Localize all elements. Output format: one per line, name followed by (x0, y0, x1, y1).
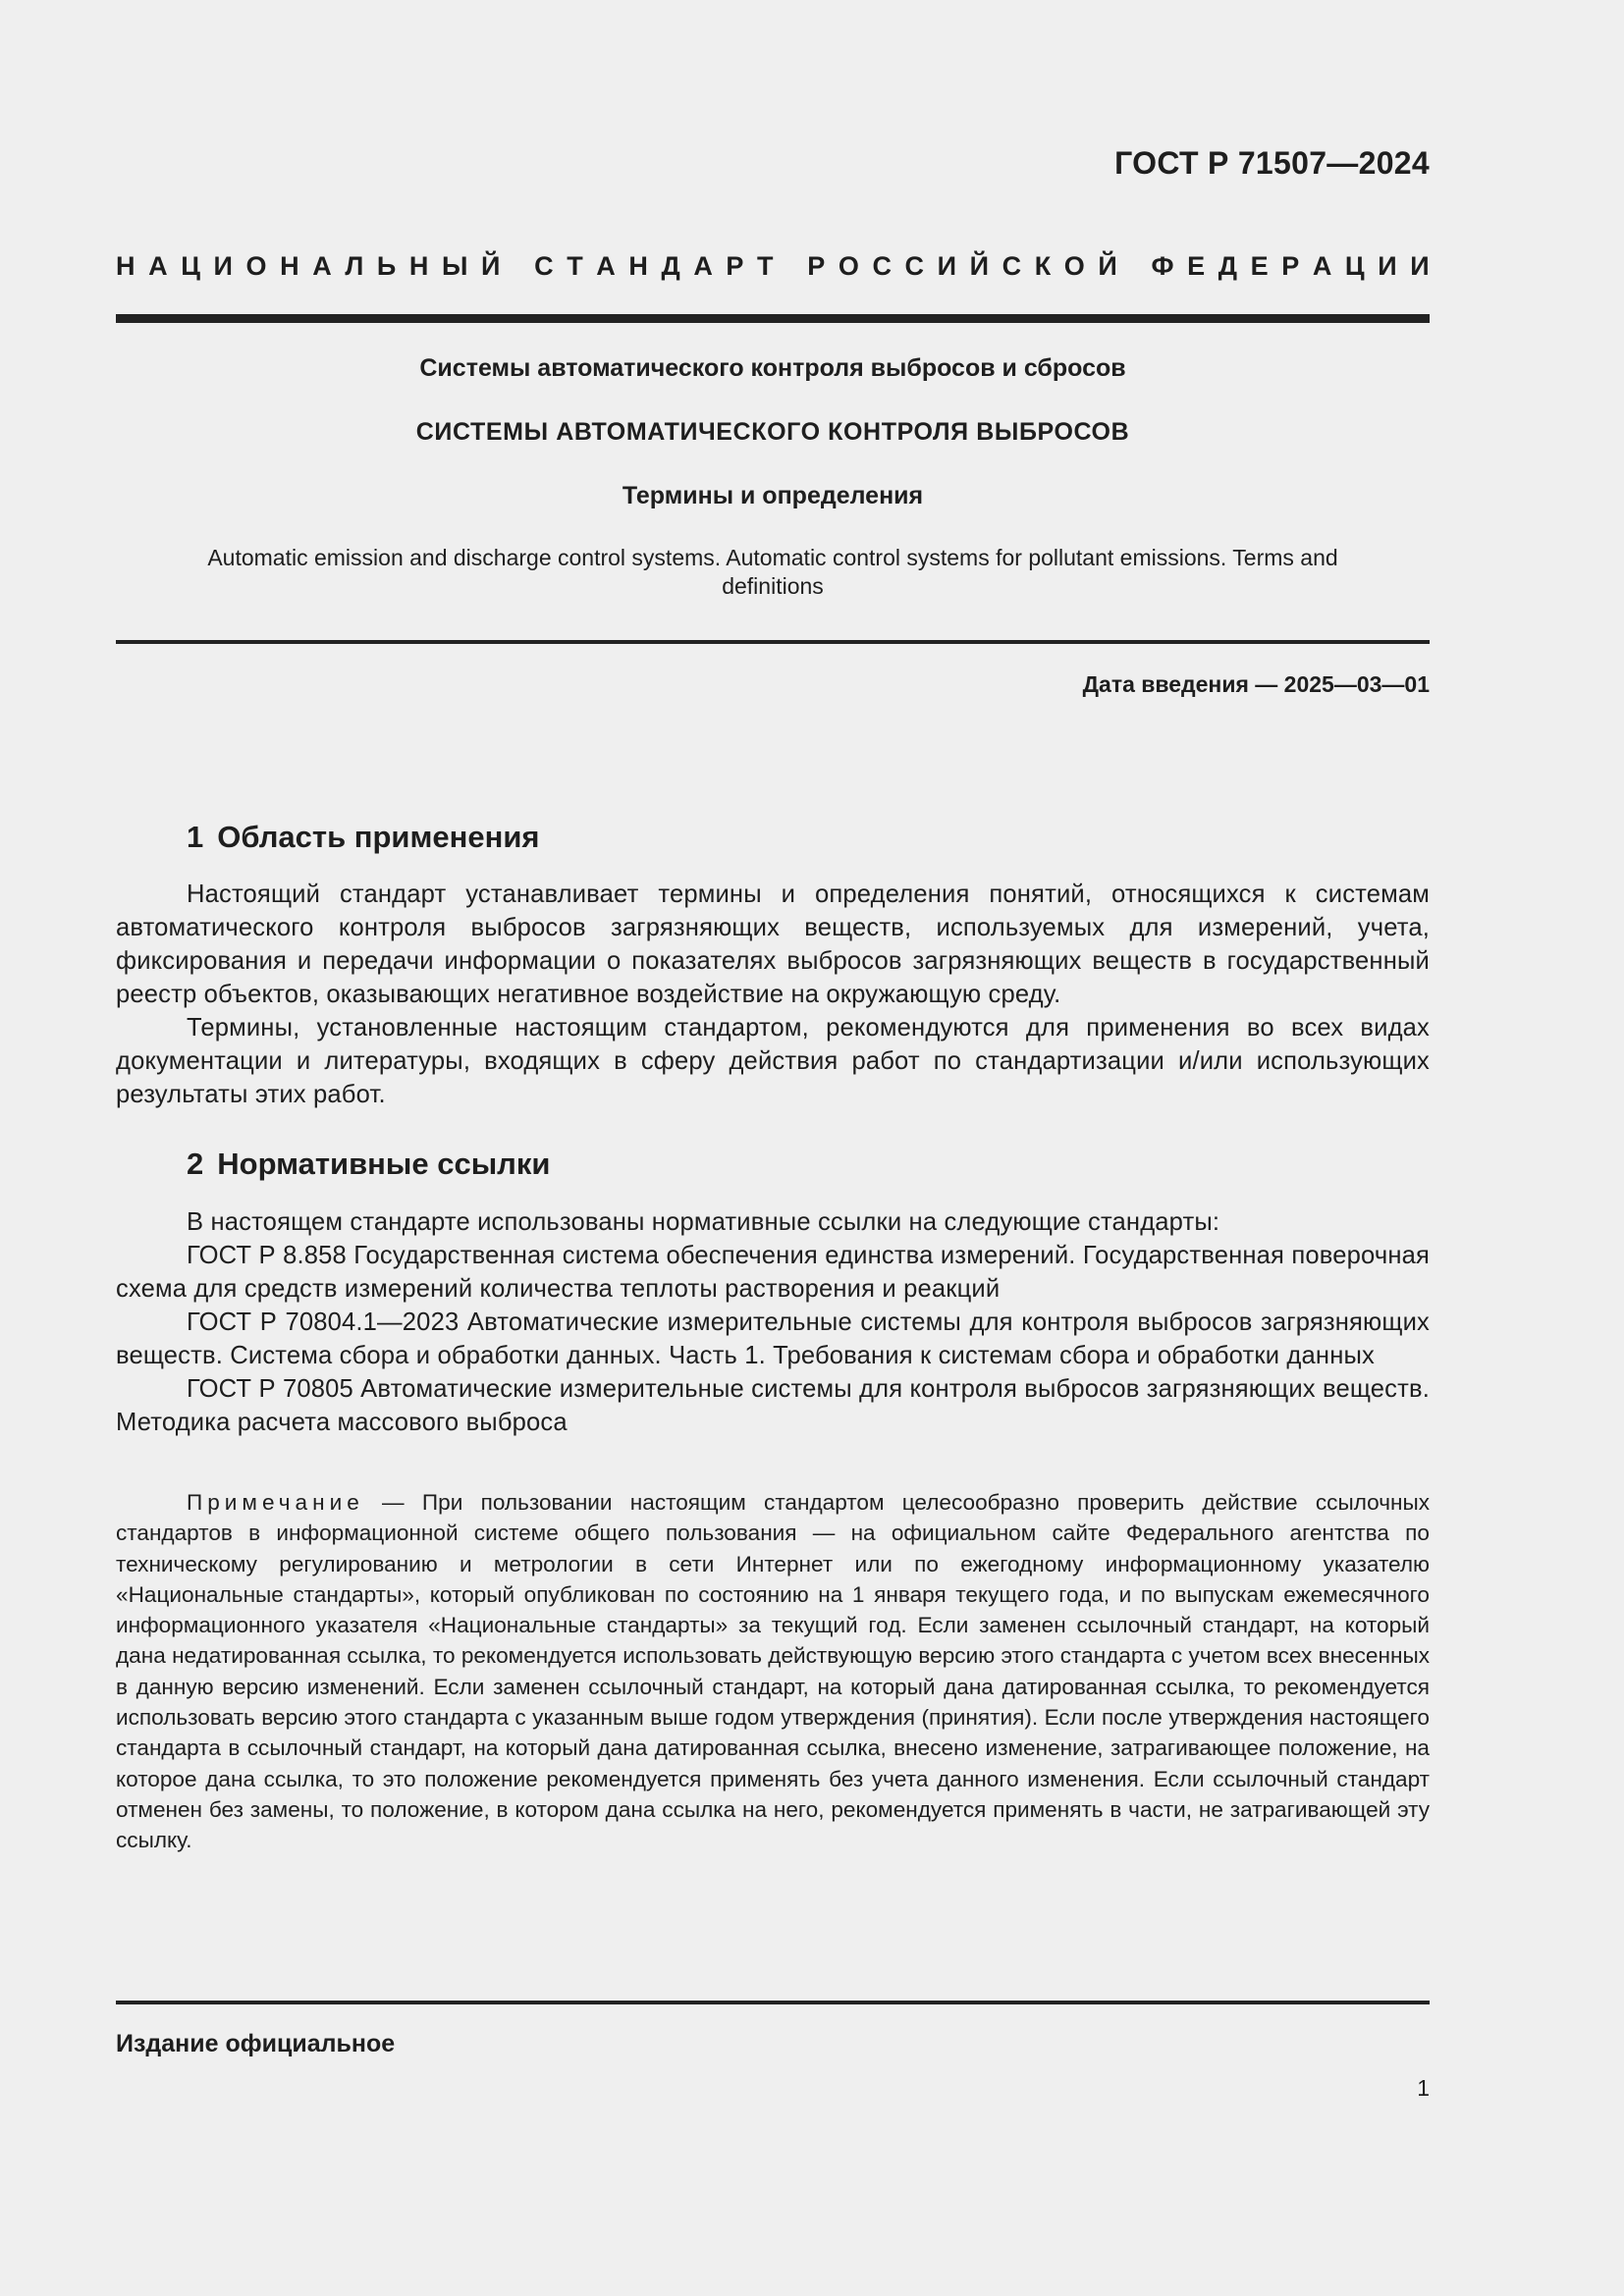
banner-letter: И (213, 251, 233, 281)
banner-letter: Р (726, 251, 744, 281)
banner-letter: С (872, 251, 892, 281)
english-title: Automatic emission and discharge control systems. Automatic control systems for pollutant emissions. Terms and definitions (207, 545, 1338, 599)
banner-letter: С (904, 251, 925, 281)
section-1-paragraph: Настоящий стандарт устанавливает термины и определения понятий, относящихся к системам автоматического контроля выбросов загрязняющих веществ, используемых для измерений, учета, фиксирования и передачи информации о показателях выбросов загрязняющих веществ в государственный реестр объектов, оказывающих негативное воздействие на окружающую среду. (116, 881, 1430, 1008)
banner-letter: И (1378, 251, 1397, 281)
section-2-title: Нормативные ссылки (217, 1147, 551, 1181)
note-text: — При пользовании настоящим стандартом целесообразно проверить действие ссылочных стандартов в информационной системе общего пользования — на официальном сайте Федерального агентства по техническому регулированию и метрологии в сети Интернет или по ежегодному информационному указателю «Национальные стандарты», который опубликован по состоянию на 1 января текущего года, и по выпускам ежемесячного информационного указателя «Национальные стандарты» за текущий год. Если заменен ссылочный стандарт, на который дана недатированная ссылка, то рекомендуется использовать действующую версию этого стандарта с учетом всех внесенных в данную версию изменений. Если заменен ссылочный стандарт, на который дана датированная ссылка, то рекомендуется использовать версию этого стандарта с указанным выше годом утверждения (принятия). Если после утверждения настоящего стандарта в ссылочный стандарт, на который дана датированная ссылка, внесено изменение, затрагивающее положение, на которое дана ссылка, то это положение рекомендуется применять без учета данного изменения. Если ссылочный стандарт отменен без замены, то положение, в котором дана ссылка на него, рекомендуется применять в части, не затрагивающей эту ссылку. (116, 1490, 1430, 1853)
banner-letter: Р (1281, 251, 1300, 281)
document-code: ГОСТ Р 71507—2024 (1114, 145, 1430, 181)
banner-letter: А (693, 251, 713, 281)
banner-letter: Н (280, 251, 299, 281)
group-title: Системы автоматического контроля выбросов и сбросов (419, 354, 1126, 382)
banner-letter: Ь (376, 251, 397, 281)
banner-letter: Е (1187, 251, 1206, 281)
section-2-body (116, 1205, 1430, 1439)
banner-letter: Е (1250, 251, 1269, 281)
normative-reference: ГОСТ Р 70805 Автоматические измерительные системы для контроля выбросов загрязняющих веществ. Методика расчета массового выброса (116, 1375, 1430, 1436)
section-2-paragraph: В настоящем стандарте использованы нормативные ссылки на следующие стандарты: (187, 1208, 1220, 1236)
banner-letter: Л (345, 251, 364, 281)
banner-letter: С (1001, 251, 1022, 281)
banner-letter: О (245, 251, 267, 281)
banner-letter: Ы (441, 251, 468, 281)
banner-letter: О (1063, 251, 1085, 281)
banner-letter: А (148, 251, 168, 281)
banner-letter: И (937, 251, 957, 281)
main-title: СИСТЕМЫ АВТОМАТИЧЕСКОГО КОНТРОЛЯ ВЫБРОСОВ (415, 418, 1130, 446)
section-1-title: Область применения (217, 820, 540, 854)
banner-letter: Р (807, 251, 826, 281)
banner-letter: Ц (1344, 251, 1365, 281)
banner-letter: Т (757, 251, 774, 281)
banner-letter: Д (661, 251, 680, 281)
section-1-number: 1 (187, 820, 204, 854)
banner-letter: Й (969, 251, 990, 281)
header-thick-divider (116, 314, 1430, 323)
banner-letter: А (1312, 251, 1332, 281)
normative-reference: ГОСТ Р 8.858 Государственная система обеспечения единства измерений. Государственная поверочная схема для средств измерений количества теплоты растворения и реакций (116, 1242, 1430, 1303)
banner-word-gap (1130, 251, 1138, 282)
page-number: 1 (1417, 2075, 1430, 2101)
banner-letter: Й (1098, 251, 1117, 281)
section-2-note (116, 1487, 1430, 1856)
banner-letter: К (1034, 251, 1052, 281)
section-1-paragraph: Термины, установленные настоящим стандартом, рекомендуются для применения во всех видах документации и литературы, входящих в сферу действия работ по стандартизации и/или использующих результаты этих работ. (116, 1014, 1430, 1108)
banner-letter: Й (480, 251, 501, 281)
note-label: Примечание (187, 1490, 364, 1515)
banner-letter: И (1410, 251, 1430, 281)
footer-divider (116, 2001, 1430, 2004)
title-divider (116, 640, 1430, 644)
section-1-heading (187, 820, 540, 855)
banner-letter: Н (408, 251, 429, 281)
section-2-number: 2 (187, 1147, 204, 1181)
section-1-body (116, 878, 1430, 1111)
official-edition-label: Издание официальное (116, 2030, 396, 2057)
document-page (116, 0, 1430, 2296)
banner-letter: Ф (1151, 251, 1174, 281)
banner-letter: А (312, 251, 332, 281)
banner-letter: О (838, 251, 859, 281)
subtitle: Термины и определения (622, 482, 924, 509)
banner-word-gap (514, 251, 521, 282)
normative-reference: ГОСТ Р 70804.1—2023 Автоматические измерительные системы для контроля выбросов загрязняющих веществ. Система сбора и обработки данных. Часть 1. Требования к системам сбора и обработки данных (116, 1308, 1430, 1369)
banner-word-gap (786, 251, 794, 282)
banner-letter: С (534, 251, 554, 281)
banner-letter: Т (567, 251, 583, 281)
banner-letter: Н (628, 251, 648, 281)
banner-letter: Д (1218, 251, 1238, 281)
section-2-heading (187, 1147, 550, 1182)
banner-letter: Ц (181, 251, 200, 281)
banner-letter: Н (116, 251, 135, 281)
banner-letter: А (596, 251, 616, 281)
national-standard-banner (116, 251, 1430, 282)
introduction-date: Дата введения — 2025—03—01 (1082, 671, 1430, 697)
